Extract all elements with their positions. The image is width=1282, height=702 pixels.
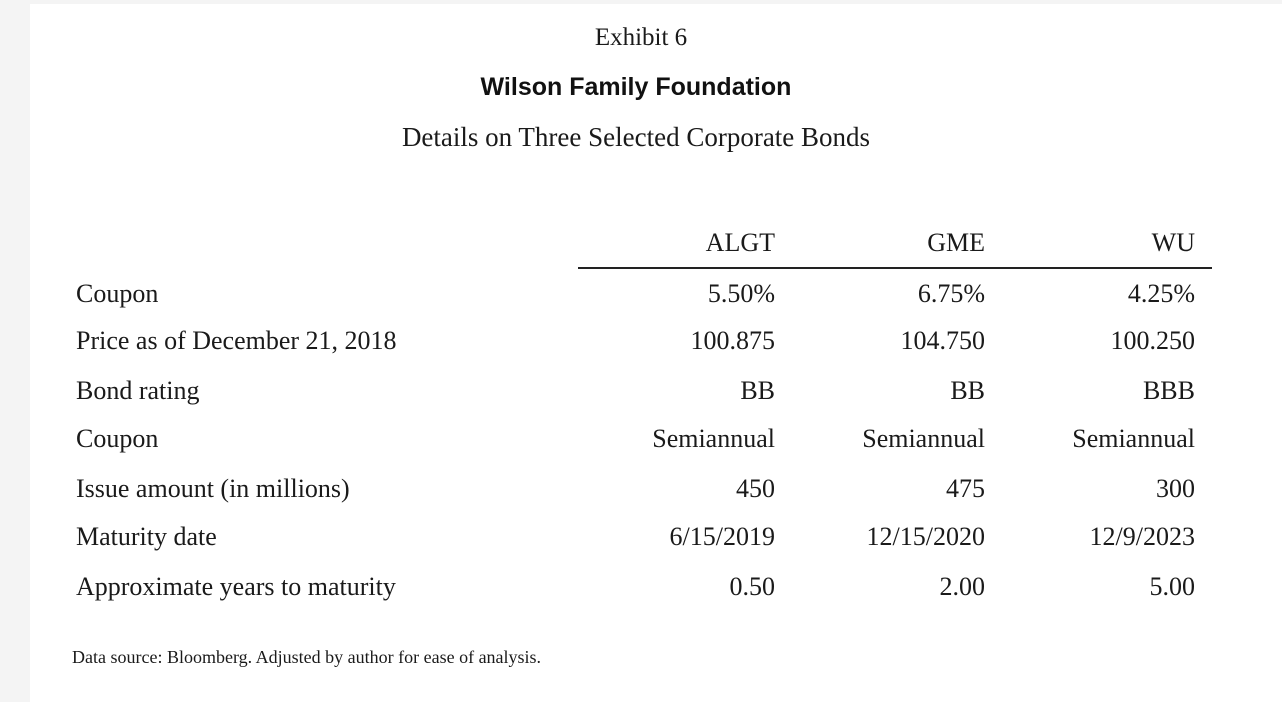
table-cell: Semiannual	[862, 424, 985, 453]
table-cell: 450	[736, 474, 775, 503]
header-rule	[578, 267, 1212, 269]
table-cell: 12/9/2023	[1089, 522, 1195, 551]
row-label: Approximate years to maturity	[76, 572, 396, 601]
table-cell: 12/15/2020	[866, 522, 985, 551]
data-source-footnote: Data source: Bloomberg. Adjusted by author for ease of analysis.	[72, 647, 542, 667]
table-cell: BBB	[1142, 376, 1195, 405]
table-row	[0, 522, 1282, 562]
table-cell: Semiannual	[1072, 424, 1195, 453]
top-margin	[0, 0, 1282, 4]
exhibit-label: Exhibit 6	[594, 24, 688, 51]
column-header-wu: WU	[1151, 228, 1195, 257]
table-cell: BB	[740, 376, 775, 405]
table-cell: 5.50%	[707, 279, 775, 308]
table-row	[0, 474, 1282, 514]
row-label: Coupon	[76, 279, 159, 308]
table-cell: 6.75%	[917, 279, 985, 308]
table-cell: 100.875	[690, 326, 775, 355]
table-cell: 4.25%	[1127, 279, 1195, 308]
table-cell: 300	[1156, 474, 1195, 503]
row-label: Bond rating	[76, 376, 200, 405]
table-cell: 104.750	[900, 326, 985, 355]
row-label: Coupon	[76, 424, 159, 453]
table-cell: Semiannual	[652, 424, 775, 453]
table-cell: 2.00	[939, 572, 985, 601]
table-cell: 100.250	[1110, 326, 1195, 355]
table-cell: 0.50	[729, 572, 775, 601]
row-label: Issue amount (in millions)	[76, 474, 350, 503]
table-cell: 5.00	[1149, 572, 1195, 601]
table-row	[0, 279, 1282, 319]
row-label: Maturity date	[76, 522, 217, 551]
column-header-gme: GME	[927, 228, 985, 257]
table-row	[0, 424, 1282, 464]
table-row	[0, 376, 1282, 416]
column-header-algt: ALGT	[705, 228, 775, 257]
table-cell: BB	[950, 376, 985, 405]
table-row	[0, 326, 1282, 366]
row-label: Price as of December 21, 2018	[76, 326, 397, 355]
document-subtitle: Details on Three Selected Corporate Bonds	[401, 122, 871, 152]
table-cell: 475	[946, 474, 985, 503]
table-cell: 6/15/2019	[669, 522, 775, 551]
table-row	[0, 572, 1282, 612]
document-title: Wilson Family Foundation	[480, 73, 792, 101]
